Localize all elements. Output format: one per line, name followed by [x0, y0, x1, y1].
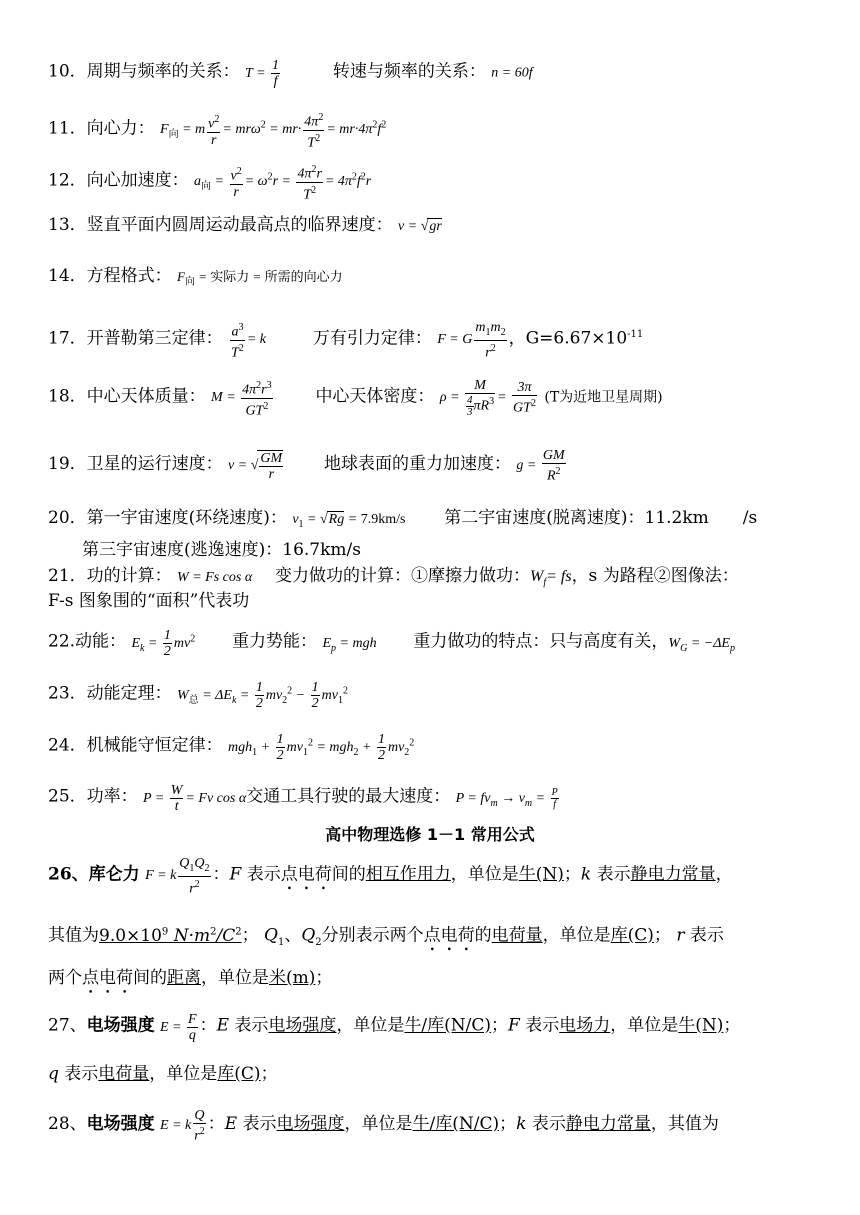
field-strength-term: 电场强度: [276, 1114, 345, 1135]
formula-24: [48, 732, 414, 763]
formula-14: [48, 266, 343, 293]
formula-12: [48, 162, 371, 202]
potential-energy-formula: $E_p$ = mgh: [322, 635, 377, 654]
area-work-line: F-s 图象围的“面积”代表功: [48, 591, 250, 611]
second-cosmic-unit: /s: [742, 508, 758, 528]
newton-unit: 牛(N): [518, 864, 564, 885]
item-number: 23．: [48, 683, 87, 704]
energy-conservation-formula: mgh$_1$ + $\frac{1}{2}$ $mv_1^2 = mgh_2$ + $\frac{1}{2}$ $mv_2^2$: [228, 732, 415, 763]
central-density-formula: ρ = M $\frac{4}{3}$ $\pi R^3$ = $\frac{3\pi}{GT^2}$: [439, 378, 536, 419]
potential-energy-label: 重力势能：: [232, 631, 318, 652]
rev-speed-formula: n = 60f: [491, 65, 533, 81]
period-formula: T = $\frac{1}{f}$: [245, 58, 280, 89]
kepler-third-label: 开普勒第三定律：: [86, 328, 223, 349]
formula-20: [48, 508, 757, 535]
coulomb-formula: F = k $\frac{Q_1Q_2}{r^2}$: [145, 856, 210, 897]
friction-work-formula: $W_f=$ fs: [529, 568, 572, 589]
item-number: 28、: [48, 1114, 87, 1135]
equation-format-label: 方程格式：: [86, 266, 172, 286]
coulomb-unit: 库(C): [217, 1064, 261, 1084]
formula-23: [48, 680, 348, 711]
first-cosmic-formula: $v_1 = √Rg = 7.9km/s$: [292, 512, 406, 530]
critical-speed-formula: v = √gr: [398, 219, 442, 234]
centripetal-force-label: 向心力：: [86, 118, 155, 139]
electrostatic-constant-term: 静电力常量: [565, 1114, 651, 1135]
formula-26-line2: 其值为$9.0\times 10^9$ $N\cdot m^2/C^2$； $Q_1$、$Q_2$分别表示两个点电荷的电荷量，单位是库(C)； r 表示: [48, 925, 724, 949]
formula-10: [48, 58, 533, 89]
formula-21: [48, 566, 739, 593]
speed-frequency-label: 转速与频率的关系：: [332, 61, 486, 82]
satellite-speed-label: 卫星的运行速度：: [86, 454, 223, 475]
field-strength-formula-1: E = $\frac{F}{q}$: [160, 1012, 197, 1043]
power-label: 功率：: [86, 786, 138, 807]
max-speed-formula: $P = fv_m \to v_m$ = $\frac{P}{f}$: [455, 787, 558, 810]
central-density-label: 中心天体密度：: [315, 386, 435, 407]
coulomb-unit: 库(C): [610, 925, 654, 946]
formula-27: 27、电场强度 E = $\frac{F}{q}$ ：E 表示电场强度，单位是牛/库(N/C)；F 表示电场力，单位是牛(N)；: [48, 1012, 741, 1043]
item-number: 20．: [48, 508, 87, 528]
point-charge-term: 点电荷: [82, 968, 133, 988]
kinetic-energy-formula: $E_k$ = $\frac{1}{2}$ $mv^2$: [131, 628, 196, 659]
electric-force-term: 电场力: [559, 1015, 611, 1036]
critical-speed-label: 竖直平面内圆周运动最高点的临界速度：: [86, 215, 393, 235]
item-number: 24．: [48, 735, 87, 756]
gravity-work-formula: $W_G = -\Delta E_p$: [668, 635, 735, 654]
gravitation-label: 万有引力定律：: [312, 328, 432, 349]
field-strength-heading: 电场强度: [86, 1015, 155, 1036]
field-strength-formula-2: E = k $\frac{Q}{r^2}$: [160, 1108, 205, 1144]
central-mass-label: 中心天体质量：: [86, 386, 206, 407]
satellite-speed-formula: v = √ $\frac{GM}{r}$: [228, 450, 283, 482]
item-number: 19．: [48, 454, 87, 475]
item-number: 12．: [48, 170, 87, 191]
kepler-third-formula: $\frac{a^3}{T^2}$ = k: [231, 322, 267, 361]
formula-28: 28、电场强度 E = k $\frac{Q}{r^2}$ ：E 表示电场强度，单位是牛/库(N/C)；k 表示静电力常量，其值为: [48, 1108, 719, 1144]
field-unit: 牛/库(N/C): [412, 1114, 500, 1135]
formula-19: [48, 448, 568, 484]
formula-18: [48, 378, 663, 418]
formula-25: [48, 783, 561, 814]
centripetal-force-formula: $F_向 = m$ $\frac{v^2}{r}$ = mrω$^2$ = mr· $\frac{4\pi^2}{T^2}$ = $mr\cdot 4\pi^2f^2$: [160, 112, 387, 151]
item-number: 17．: [48, 328, 87, 349]
item-number: 25．: [48, 786, 87, 807]
point-charge-term: 点电荷: [280, 864, 332, 885]
power-formula: P = $\frac{W}{t}$ = Fv cos α: [143, 783, 247, 814]
coulomb-constant-value: $9.0\times 10^9$ $N\cdot m^2/C^2$: [99, 925, 242, 946]
central-mass-formula: M = $\frac{4\pi^2r^3}{GT^2}$: [211, 380, 272, 419]
formula-13: [48, 215, 442, 237]
formula-26-line3: 两个点电荷间的距离，单位是米(m)；: [48, 968, 333, 988]
interaction-force-term: 相互作用力: [365, 864, 451, 885]
gravitation-formula: F = G $\frac{m_1m_2}{r^2}$: [437, 320, 506, 361]
section-title: 高中物理选修 1－1 常用公式: [325, 825, 535, 844]
surface-gravity-formula: g = $\frac{GM}{R^2}$: [516, 448, 565, 484]
second-cosmic-label: 第二宇宙速度(脱离速度)：11.2km: [444, 508, 709, 528]
centripetal-accel-label: 向心加速度：: [86, 170, 189, 191]
item-number: 27、: [48, 1015, 87, 1036]
gravitation-constant: ，G=6.67×10: [508, 328, 628, 349]
field-unit: 牛/库(N/C): [404, 1015, 492, 1036]
point-charge-term: 点电荷: [423, 925, 475, 946]
work-label: 功的计算：: [86, 566, 172, 586]
item-number: 18．: [48, 386, 87, 407]
charge-quantity-term: 电荷量: [491, 925, 543, 946]
energy-conservation-label: 机械能守恒定律：: [86, 735, 223, 756]
formula-27-line2: q 表示电荷量，单位是库(C)；: [48, 1064, 278, 1084]
gravity-work-label: 重力做功的特点：只与高度有关，: [413, 631, 669, 652]
meter-unit: 米(m): [269, 968, 316, 988]
item-number: 14．: [48, 266, 87, 286]
third-cosmic-line: 第三宇宙速度(逃逸速度)：16.7km/s: [82, 540, 361, 560]
item-number: 13．: [48, 215, 87, 235]
work-energy-label: 动能定理：: [86, 683, 172, 704]
formula-17: [48, 320, 643, 360]
gravitation-constant-exponent: -11: [627, 328, 644, 340]
kinetic-energy-label: 动能：: [75, 631, 127, 652]
coulomb-heading: 26、库仑力: [48, 864, 140, 885]
centripetal-accel-formula: $a_向$ = $\frac{v^2}{r}$ = $\omega^2r$ = $\frac{4\pi^2r}{T^2}$ = $4\pi^2f^2r$: [194, 164, 372, 203]
work-formula: W = Fs cos α: [177, 570, 253, 585]
near-earth-note: (T为近地卫星周期): [544, 389, 663, 406]
max-speed-label: 交通工具行驶的最大速度：: [246, 786, 451, 807]
electrostatic-constant-term: 静电力常量: [630, 864, 716, 885]
item-number: 10．: [48, 61, 87, 82]
equation-format-formula: $F_向$ = 实际力 = 所需的向心力: [177, 269, 343, 288]
work-energy-formula: $W_总 = \Delta E_k$ = $\frac{1}{2}$ $mv_2^2$ − $\frac{1}{2}$ $mv_1^2$: [177, 680, 348, 711]
item-number: 11．: [48, 118, 87, 139]
newton-unit: 牛(N): [678, 1015, 724, 1036]
variable-work-rest: ，s 为路程②图像法：: [571, 566, 739, 586]
formula-22: [48, 628, 735, 659]
first-cosmic-label: 第一宇宙速度(环绕速度)：: [86, 508, 287, 528]
formula-26: 26、库仑力 F = k $\frac{Q_1Q_2}{r^2}$ ：F 表示点电荷间的相互作用力，单位是牛(N)；k 表示静电力常量，: [48, 856, 733, 897]
surface-gravity-label: 地球表面的重力加速度：: [324, 454, 511, 475]
item-number: 21．: [48, 566, 87, 586]
distance-term: 距离: [167, 968, 201, 988]
variable-work-label: 变力做功的计算：①摩擦力做功：: [274, 566, 530, 586]
formula-11: [48, 110, 386, 150]
item-number: 22.: [48, 631, 76, 652]
charge-quantity-term: 电荷量: [98, 1064, 150, 1084]
field-strength-term: 电场强度: [268, 1015, 337, 1036]
period-frequency-label: 周期与频率的关系：: [86, 61, 240, 82]
field-strength-heading: 电场强度: [86, 1114, 155, 1135]
